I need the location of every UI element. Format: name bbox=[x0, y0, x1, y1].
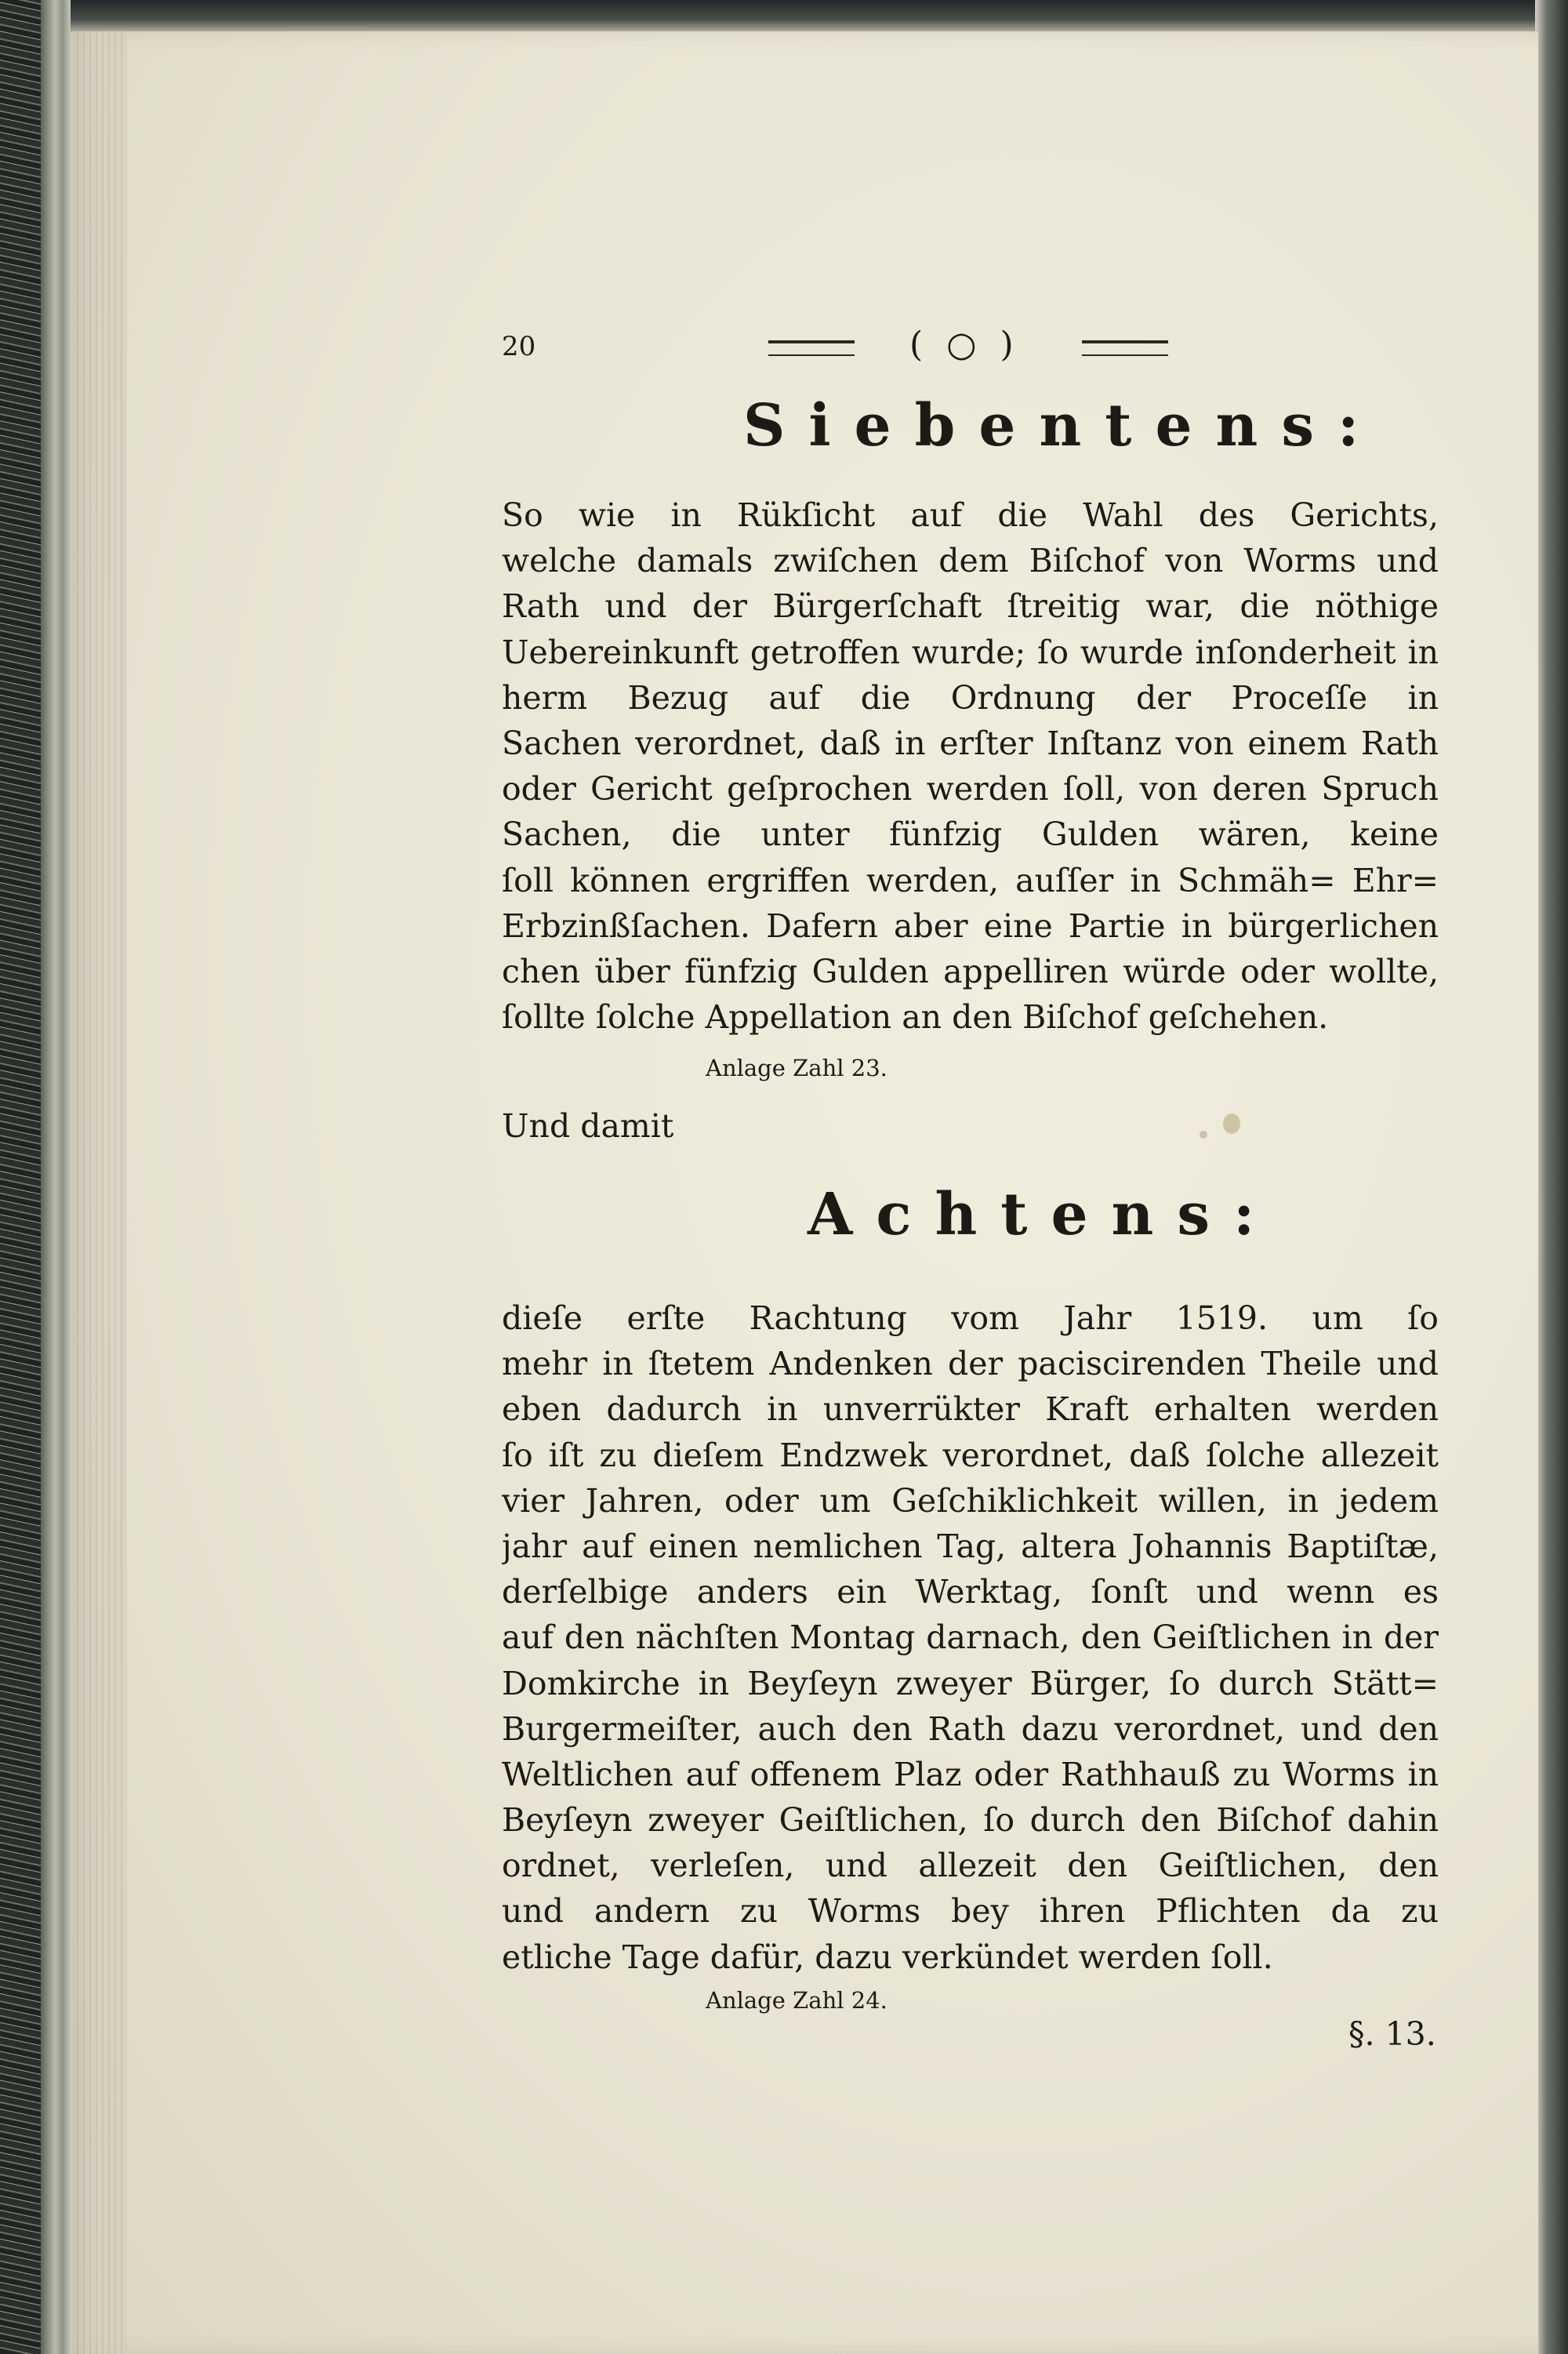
text-line: Weltlichen auf offenem Plaz oder Rathhauß zu Worms in bbox=[502, 1755, 1439, 1793]
page-header bbox=[502, 325, 1568, 372]
text-line: mehr in ſtetem Andenken der paciscirenden Theile und bbox=[502, 1345, 1439, 1383]
catchword: §. 13. bbox=[1348, 2015, 1436, 2053]
text-line: Burgermeiſter, auch den Rath dazu verordnet, und den bbox=[502, 1709, 1439, 1748]
text-line: und andern zu Worms bey ihren Pflichten da zu bbox=[502, 1892, 1439, 1931]
text-line: ſo iſt zu dieſem Endzwek verordnet, daß ſolche allezeit bbox=[502, 1436, 1439, 1474]
text-line: So wie in Rükſicht auf die Wahl des Gerichts, bbox=[502, 496, 1439, 534]
appendix-note-23: Anlage Zahl 23. bbox=[706, 1055, 887, 1081]
transition-text: Und damit bbox=[502, 1107, 674, 1145]
text-line: Rath und der Bürgerſchaft ſtreitig war, die nöthige bbox=[502, 587, 1439, 626]
text-line: dieſe erſte Rachtung vom Jahr 1519. um ſo bbox=[502, 1299, 1439, 1337]
text-line: welche damals zwiſchen dem Biſchof von Worms und bbox=[502, 542, 1439, 580]
text-line: eben dadurch in unverrükter Kraft erhalten werden bbox=[502, 1390, 1439, 1429]
text-line: Sachen verordnet, daß in erſter Inſtanz von einem Rath bbox=[502, 724, 1439, 762]
section-heading-achtens: Achtens: bbox=[808, 1181, 1279, 1248]
header-rule-left bbox=[768, 340, 855, 356]
marbled-cover bbox=[0, 0, 41, 2354]
section-heading-siebentens: Siebentens: bbox=[743, 392, 1383, 460]
text-line: chen über fünfzig Gulden appelliren würde oder wollte, bbox=[502, 952, 1439, 990]
text-line: Domkirche in Beyſeyn zweyer Bürger, ſo durch Stätt= bbox=[502, 1664, 1439, 1702]
text-line: vier Jahren, oder um Geſchiklichkeit willen, in jedem bbox=[502, 1481, 1439, 1520]
page-number: 20 bbox=[502, 331, 536, 362]
text-line: auf den nächſten Montag darnach, den Geiſtlichen in der bbox=[502, 1618, 1439, 1657]
text-line: oder Gericht geſprochen werden ſoll, von deren Spruch bbox=[502, 770, 1439, 808]
text-line: ordnet, verleſen, und allezeit den Geiſtlichen, den bbox=[502, 1847, 1439, 1885]
text-line: Beyſeyn zweyer Geiſtlichen, ſo durch den Biſchof dahin bbox=[502, 1801, 1439, 1840]
paper-stain bbox=[1200, 1131, 1207, 1139]
text-line: ſollte ſolche Appellation an den Biſchof geſchehen. bbox=[502, 998, 1329, 1037]
appendix-note-24: Anlage Zahl 24. bbox=[706, 1987, 887, 2014]
text-line: Sachen, die unter fünfzig Gulden wären, keine bbox=[502, 816, 1439, 854]
text-line: derſelbige anders ein Werktag, ſonſt und wenn es bbox=[502, 1573, 1439, 1611]
text-line: Uebereinkunft getroffen wurde; ſo wurde inſonderheit in bbox=[502, 633, 1439, 671]
paper-stain bbox=[1223, 1113, 1240, 1134]
page-gutter bbox=[72, 31, 127, 2354]
text-line: ſoll können ergriffen werden, auſſer in Schmäh= Ehr= bbox=[502, 861, 1439, 899]
paragraph-achtens bbox=[502, 1295, 1439, 1980]
header-ornament: ( ○ ) bbox=[909, 325, 1020, 365]
text-line: etliche Tage dafür, dazu verkündet werden ſoll. bbox=[502, 1938, 1273, 1976]
header-rule-right bbox=[1082, 340, 1168, 356]
top-cover-edge bbox=[71, 0, 1537, 33]
text-line: Erbzinßſachen. Dafern aber eine Partie in bürgerlichen bbox=[502, 906, 1439, 945]
text-line: jahr auf einen nemlichen Tag, altera Johannis Baptiſtæ, bbox=[502, 1527, 1439, 1565]
book-spine bbox=[41, 0, 72, 2354]
text-line: herm Bezug auf die Ordnung der Proceſſe in bbox=[502, 678, 1439, 717]
paragraph-siebentens bbox=[502, 492, 1439, 1040]
